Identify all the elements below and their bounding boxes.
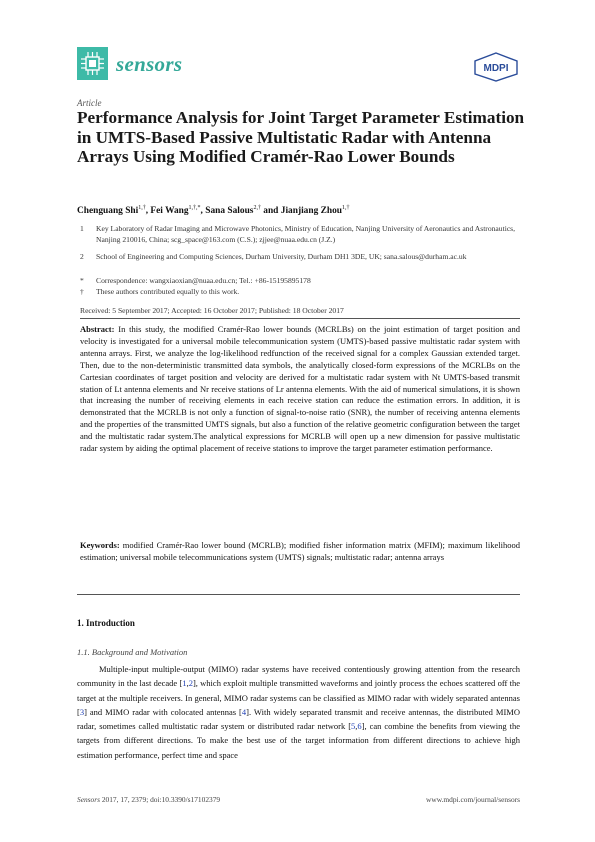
body-text-run: ] and MIMO radar with colocated antennas [ xyxy=(84,706,242,717)
journal-url[interactable]: www.mdpi.com/journal/sensors xyxy=(426,795,520,804)
author-marks: 2,† xyxy=(253,205,261,211)
author-name[interactable]: Chenguang Shi xyxy=(77,206,139,217)
affiliation-mark: 1 xyxy=(80,224,84,233)
body-text-run: ], which exploit multiple transmitted waveforms and jointly process the echoes scattered off the target at the multiple receivers. In general, MIMO radar systems can be classified as MIMO radar with widely separated antennas [ xyxy=(77,678,520,717)
citation-link[interactable]: 6 xyxy=(357,721,362,732)
author-marks: 1,†,* xyxy=(188,205,201,211)
divider xyxy=(77,594,520,595)
divider xyxy=(80,318,520,319)
affiliation-1 xyxy=(80,223,520,245)
affiliation-mark: 2 xyxy=(80,252,84,261)
citation-journal: Sensors xyxy=(77,795,100,804)
author-marks: 1,† xyxy=(341,205,350,211)
section-heading: 1. Introduction xyxy=(77,618,135,628)
citation-link[interactable]: 1 xyxy=(182,678,187,689)
body-text-run: Multiple-input multiple-output (MIMO) radar systems have received contentiously growing attention from the research community in the last decade [ xyxy=(77,664,520,689)
citation-link[interactable]: 3 xyxy=(79,706,85,717)
article-type: Article xyxy=(77,98,102,108)
equal-contribution-note xyxy=(80,286,520,297)
body-text-run: ], can combine the benefits from viewing the targets from different directions. To make the best use of the target information from different directions to achieve high estimation performance, perfect time and space xyxy=(77,721,521,760)
author-list xyxy=(77,205,537,216)
body-text-run: , xyxy=(186,678,189,689)
citation-link[interactable]: 5 xyxy=(351,721,356,732)
subsection-heading: 1.1. Background and Motivation xyxy=(77,647,188,657)
paper-title: Performance Analysis for Joint Target Parameter Estimation in UMTS-Based Passive Multistatic Radar with Antenna Arrays Using Modified Cramér-Rao Lower Bounds xyxy=(77,108,525,166)
journal-name: sensors xyxy=(116,52,183,76)
citation-link[interactable]: 4 xyxy=(241,706,247,717)
citation-line xyxy=(77,795,220,804)
author-joiner: , xyxy=(145,206,151,217)
abstract-text: In this study, the modified Cramér-Rao lower bounds (MCRLBs) on the joint estimation of target position and velocity is investigated for a universal mobile telecommunication system (UMTS)-based passive multistatic radar system with antenna arrays. First, we analyze the log-likelihood redfunction of the received signal for a complex Gaussian extended target. Then, due to the non-deterministic transmitted data symbols, the analytically closed-form expressions of the MCRLBs on the Cartesian coordinates of target position and velocity are derived for a multistatic radar system with Nt UMTS-based transmit station of Lt antenna elements and Nr receive stations of Lr antenna elements. With the aid of numerical simulations, it is shown that increasing the number of receiving elements in each receive station can reduce the estimation errors. In addition, it is demonstrated that the MCRLB is not only a function of signal-to-noise ratio (SNR), the number of receiving antenna elements and the properties of the transmitted UMTS signals, but also a function of the relative geometric configuration between the target and the multistatic radar system.The analytical expressions for MCRLB will open up a new dimension for passive multistatic radar system by aiding the optimal placement of receive stations to improve the target parameter estimation performance. xyxy=(80,324,520,454)
author-marks: 1,† xyxy=(138,205,146,211)
correspondence xyxy=(80,275,520,286)
mdpi-logo[interactable] xyxy=(473,52,519,82)
body-text-run: , xyxy=(355,721,358,732)
citation-link[interactable]: 2 xyxy=(188,678,193,689)
affiliation-2 xyxy=(80,251,520,262)
citation-rest: 2017, 17, 2379; doi:10.3390/s17102379 xyxy=(100,795,221,804)
affiliation-mark: * xyxy=(80,276,84,285)
keywords xyxy=(80,540,520,564)
author-name[interactable]: Fei Wang xyxy=(150,206,189,217)
abstract-label: Abstract: xyxy=(80,324,115,334)
keywords-label: Keywords: xyxy=(80,540,120,550)
affiliation-mark: † xyxy=(80,287,84,296)
publication-dates: Received: 5 September 2017; Accepted: 16 October 2017; Published: 18 October 2017 xyxy=(80,306,344,315)
journal-logo-icon xyxy=(77,47,108,80)
body-paragraph xyxy=(77,662,520,762)
author-joiner: and xyxy=(260,206,281,217)
mdpi-logo-text: MDPI xyxy=(483,63,509,74)
affiliation-text: Key Laboratory of Radar Imaging and Microwave Photonics, Ministry of Education, Nanjing University of Aeronautics and Astronautics, Nanjing 210016, China; scg_space@163.com (C.S.); zjjee@nuaa.edu.cn (J.Z.) xyxy=(96,224,516,244)
author-name[interactable]: Sana Salous xyxy=(205,206,254,217)
abstract xyxy=(80,324,520,455)
author-name[interactable]: Jianjiang Zhou xyxy=(280,206,342,217)
keywords-text: modified Cramér-Rao lower bound (MCRLB); modified fisher information matrix (MFIM); maximum likelihood estimation; universal mobile telecommunications system (UMTS) signals; multistatic radar; antenna arrays xyxy=(80,540,521,562)
body-text-run: ]. With widely separated transmit and receive antennas, the distributed MIMO radar, sometimes called multistatic radar system or distributed radar network [ xyxy=(77,706,520,732)
affiliation-text: These authors contributed equally to this work. xyxy=(96,287,240,296)
affiliation-text: Correspondence: wangxiaoxian@nuaa.edu.cn; Tel.: +86-15195895178 xyxy=(96,276,311,285)
affiliation-text: School of Engineering and Computing Sciences, Durham University, Durham DH1 3DE, UK; sana.salous@durham.ac.uk xyxy=(96,252,467,261)
author-joiner: , xyxy=(200,206,206,217)
